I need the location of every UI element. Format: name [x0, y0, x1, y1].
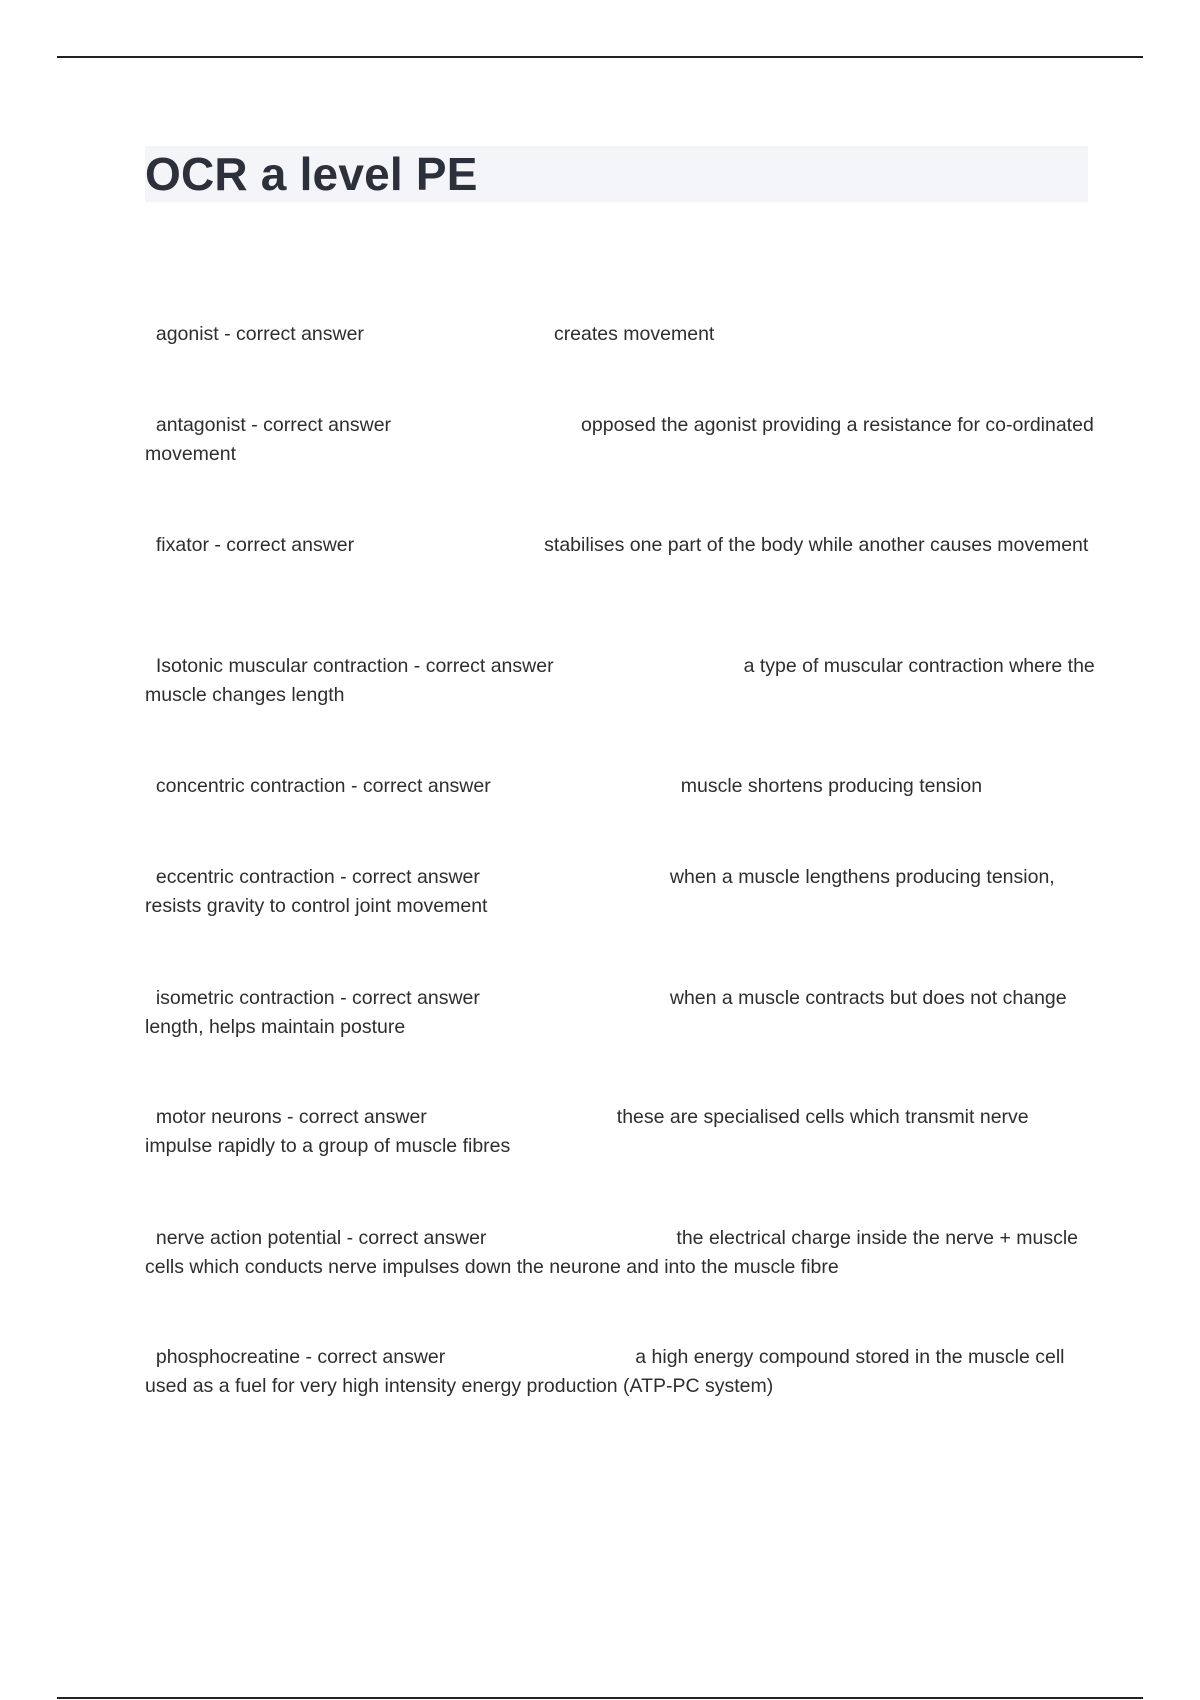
card-definition: creates movement [553, 323, 715, 345]
card-term: Isotonic muscular contraction - correct answer [155, 655, 554, 677]
card-definition: these are specialised cells which transmit nerve impulse rapidly to a group of muscle fibres [145, 1106, 1035, 1157]
card-term: phosphocreatine - correct answer [155, 1346, 446, 1368]
card-term: fixator - correct answer [155, 534, 355, 556]
flashcard [145, 1195, 1095, 1282]
card-term: agonist - correct answer [155, 323, 364, 345]
flashcard [145, 1314, 1095, 1401]
card-definition: when a muscle lengthens producing tension, resists gravity to control joint movement [145, 866, 1061, 917]
flashcard [145, 955, 1095, 1042]
flashcard [145, 382, 1100, 469]
card-definition: a high energy compound stored in the muscle cell used as a fuel for very high intensity energy production (ATP-PC system) [145, 1346, 1070, 1397]
card-term: motor neurons - correct answer [155, 1106, 427, 1128]
flashcard [145, 291, 1095, 349]
card-term: nerve action potential - correct answer [155, 1227, 487, 1249]
flashcard [145, 502, 1095, 560]
card-term: antagonist - correct answer [155, 414, 392, 436]
card-definition: the electrical charge inside the nerve + muscle cells which conducts nerve impulses down the neurone and into the muscle fibre [145, 1227, 1084, 1278]
card-definition: opposed the agonist providing a resistance for co-ordinated movement [145, 414, 1100, 465]
card-definition: a type of muscular contraction where the muscle changes length [145, 655, 1101, 706]
document-title: OCR a level PE [145, 148, 478, 200]
flashcard [145, 1074, 1095, 1161]
card-definition: stabilises one part of the body while another causes movement [544, 534, 1089, 556]
flashcard [145, 834, 1095, 921]
bottom-rule [57, 1697, 1143, 1699]
card-term: isometric contraction - correct answer [155, 987, 480, 1009]
flashcard [145, 623, 1101, 710]
card-definition: when a muscle contracts but does not change length, helps maintain posture [145, 987, 1073, 1038]
card-term: concentric contraction - correct answer [155, 775, 491, 797]
top-rule [57, 56, 1143, 58]
flashcard [145, 743, 1095, 801]
card-definition: muscle shortens producing tension [680, 775, 983, 797]
card-term: eccentric contraction - correct answer [155, 866, 480, 888]
